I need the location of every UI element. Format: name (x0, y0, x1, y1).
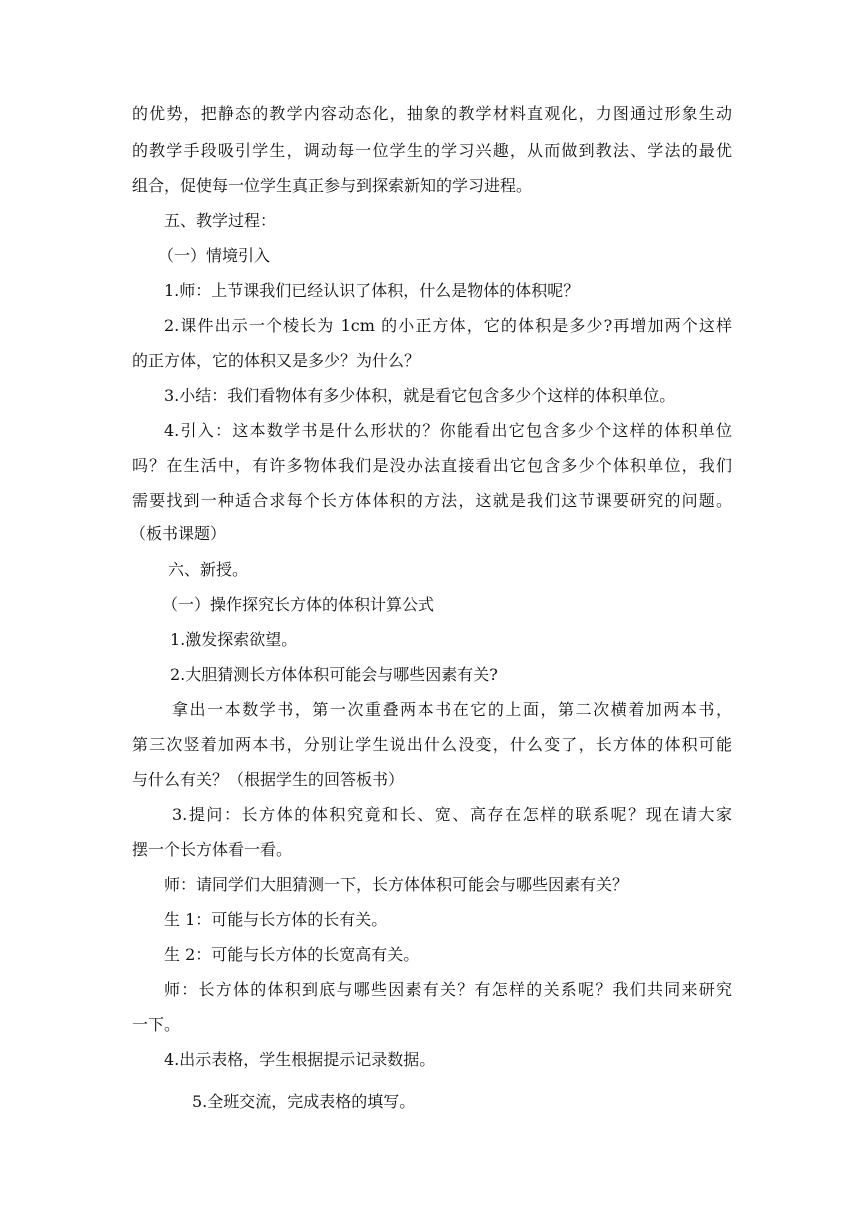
paragraph-line: 吗？在生活中，有许多物体我们是没办法直接看出它包含多少个体积单位，我们 (132, 456, 732, 475)
list-item: 4.引入：这本数学书是什么形状的？你能看出它包含多少个这样的体积单位 (164, 421, 732, 440)
dialogue-line: 师：长方体的体积到底与哪些因素有关？有怎样的关系呢？我们共同来研究 (164, 980, 732, 999)
dialogue-line: 生 1：可能与长方体的长有关。 (164, 910, 388, 929)
list-item: 2.课件出示一个棱长为 1cm 的小正方体，它的体积是多少?再增加两个这样 (164, 316, 732, 335)
list-item: 2.大胆猜测长方体体积可能会与哪些因素有关? (170, 665, 498, 684)
list-item: 3.提问：长方体的体积究竟和长、宽、高存在怎样的联系呢？现在请大家 (172, 805, 732, 824)
list-item: 1.激发探索欲望。 (170, 630, 298, 649)
paragraph-line: （板书课题） (130, 524, 227, 543)
list-item: 3.小结：我们看物体有多少体积，就是看它包含多少个这样的体积单位。 (164, 386, 676, 405)
paragraph-line: 与什么有关？（根据学生的回答板书） (132, 770, 405, 789)
paragraph-line: 需要找到一种适合求每个长方体体积的方法，这就是我们这节课要研究的问题。 (132, 491, 732, 510)
paragraph-line: 的优势，把静态的教学内容动态化，抽象的教学材料直观化，力图通过形象生动 (132, 104, 732, 123)
list-item: 1.师：上节课我们已经认识了体积，什么是物体的体积呢？ (164, 281, 580, 300)
dialogue-line: 师：请同学们大胆猜测一下，长方体体积可能会与哪些因素有关？ (164, 875, 629, 894)
section-heading: 六、新授。 (168, 560, 249, 579)
paragraph-line: 第三次竖着加两本书，分别让学生说出什么没变，什么变了，长方体的体积可能 (132, 735, 732, 754)
paragraph-line: 的正方体，它的体积又是多少？为什么？ (132, 351, 421, 370)
section-heading: 五、教学过程： (164, 211, 277, 230)
list-item: 4.出示表格，学生根据提示记录数据。 (164, 1050, 436, 1069)
subsection-heading: （一）操作探究长方体的体积计算公式 (162, 595, 435, 614)
subsection-heading: （一）情境引入 (158, 246, 271, 265)
paragraph-line: 拿出一本数学书，第一次重叠两本书在它的上面，第二次横着加两本书， (172, 700, 732, 719)
paragraph-line: 一下。 (132, 1015, 181, 1034)
dialogue-line: 生 2：可能与长方体的长宽高有关。 (164, 945, 420, 964)
paragraph-line: 的教学手段吸引学生，调动每一位学生的学习兴趣，从而做到教法、学法的最优 (132, 141, 732, 160)
paragraph-line: 摆一个长方体看一看。 (132, 840, 293, 859)
paragraph-line: 组合，促使每一位学生真正参与到探索新知的学习进程。 (132, 176, 533, 195)
list-item: 5.全班交流，完成表格的填写。 (192, 1092, 416, 1111)
